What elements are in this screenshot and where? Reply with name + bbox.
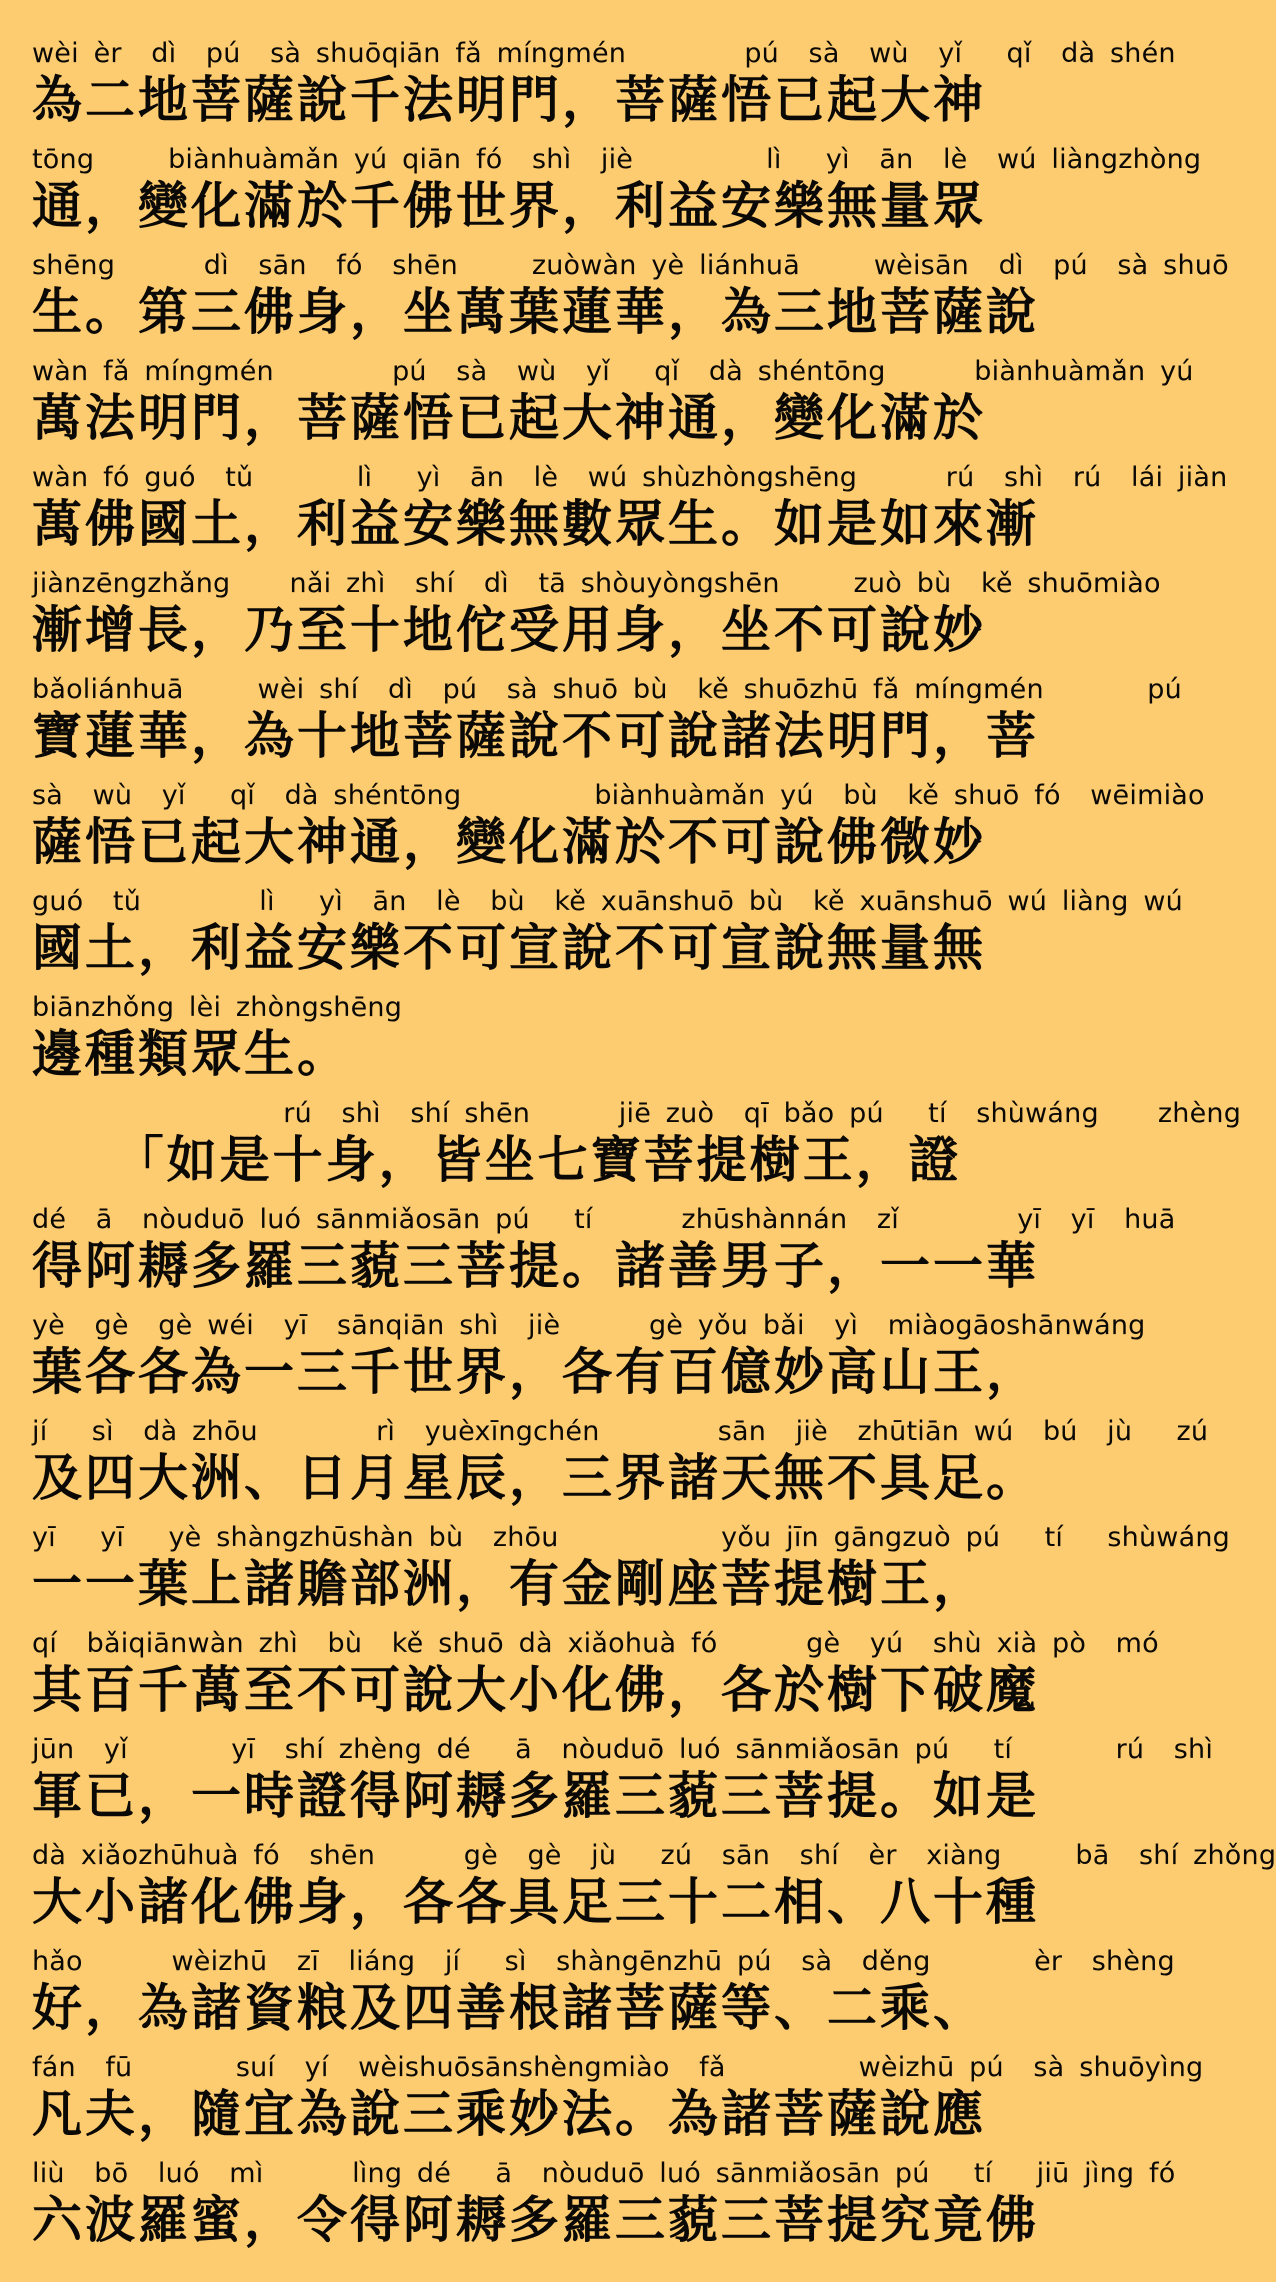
pinyin-line: fán fū suí yí wèishuōsānshèngmiào fǎ wèizhū pú sà shuōyìng (32, 2052, 1204, 2083)
pinyin-line: qí bǎiqiānwàn zhì bù kě shuō dà xiǎohuà fó gè yú shù xià pò mó (32, 1628, 1159, 1659)
hanzi-line: 及四大洲、日月星辰，三界諸天無不具足。 (32, 1449, 1039, 1507)
text-line (32, 2158, 1176, 2264)
hanzi-line: 國土，利益安樂不可宣說不可宣說無量無 (32, 919, 986, 977)
pinyin-line: rú shì shí shēn jiē zuò qī bǎo pú tí shùwáng zhèng (32, 1098, 1242, 1129)
hanzi-line: 為二地菩薩說千法明門，菩薩悟已起大神 (32, 71, 986, 129)
pinyin-line: dé ā nòuduō luó sānmiǎosān pú tí zhūshànnán zǐ yī yī huā (32, 1204, 1176, 1235)
text-line (32, 2052, 1204, 2158)
text-line (32, 1946, 1175, 2052)
pinyin-line: wèi èr dì pú sà shuōqiān fǎ míngmén pú sà wù yǐ qǐ dà shén (32, 38, 1176, 69)
pinyin-line: bǎoliánhuā wèi shí dì pú sà shuō bù kě shuōzhū fǎ míngmén pú (32, 674, 1182, 705)
hanzi-line: 萬佛國土，利益安樂無數眾生。如是如來漸 (32, 495, 1039, 553)
text-line (32, 1416, 1209, 1522)
pinyin-line: wàn fó guó tǔ lì yì ān lè wú shùzhòngshēng rú shì rú lái jiàn (32, 462, 1228, 493)
hanzi-line: 漸增長，乃至十地佗受用身，坐不可說妙 (32, 601, 986, 659)
hanzi-line: 軍已，一時證得阿耨多羅三藐三菩提。如是 (32, 1767, 1039, 1825)
hanzi-line: 薩悟已起大神通，變化滿於不可說佛微妙 (32, 813, 986, 871)
hanzi-line: 凡夫，隨宜為說三乘妙法。為諸菩薩說應 (32, 2085, 986, 2143)
text-line (32, 462, 1228, 568)
pinyin-line: jūn yǐ yī shí zhèng dé ā nòuduō luó sānmiǎosān pú tí rú shì (32, 1734, 1214, 1765)
hanzi-line: 一一葉上諸贍部洲，有金剛座菩提樹王， (32, 1555, 986, 1613)
text-line (32, 674, 1182, 780)
text-line (32, 568, 1161, 674)
text-line (32, 886, 1183, 992)
pinyin-line: guó tǔ lì yì ān lè bù kě xuānshuō bù kě xuānshuō wú liàng wú (32, 886, 1183, 917)
pinyin-line: yī yī yè shàngzhūshàn bù zhōu yǒu jīn gāngzuò pú tí shùwáng (32, 1522, 1230, 1553)
text-line (32, 1098, 1242, 1204)
pinyin-line: shēng dì sān fó shēn zuòwàn yè liánhuā wèisān dì pú sà shuō (32, 250, 1229, 281)
text-line (32, 144, 1202, 250)
pinyin-line: biānzhǒng lèi zhòngshēng (32, 992, 403, 1023)
pinyin-line: dà xiǎozhūhuà fó shēn gè gè jù zú sān shí èr xiàng bā shí zhǒng (32, 1840, 1276, 1871)
text-line (32, 1310, 1146, 1416)
pinyin-line: hǎo wèizhū zī liáng jí sì shàngēnzhū pú sà děng èr shèng (32, 1946, 1175, 1977)
text-line (32, 992, 1052, 1098)
text-line (32, 1840, 1276, 1946)
hanzi-line: 萬法明門，菩薩悟已起大神通，變化滿於 (32, 389, 986, 447)
hanzi-line: 生。第三佛身，坐萬葉蓮華，為三地菩薩說 (32, 283, 1039, 341)
text-line (32, 250, 1229, 356)
hanzi-line: 其百千萬至不可說大小化佛，各於樹下破魔 (32, 1661, 1039, 1719)
hanzi-line: 通，變化滿於千佛世界，利益安樂無量眾 (32, 177, 986, 235)
hanzi-line: 得阿耨多羅三藐三菩提。諸善男子，一一華 (32, 1237, 1039, 1295)
hanzi-line: 「如是十身，皆坐七寶菩提樹王，證 (32, 1131, 962, 1189)
hanzi-line: 邊種類眾生。 (32, 1025, 350, 1083)
pinyin-line: jiànzēngzhǎng nǎi zhì shí dì tā shòuyòngshēn zuò bù kě shuōmiào (32, 568, 1161, 599)
pinyin-line: jí sì dà zhōu rì yuèxīngchén sān jiè zhūtiān wú bú jù zú (32, 1416, 1209, 1447)
text-line (32, 38, 1176, 144)
hanzi-line: 大小諸化佛身，各各具足三十二相、八十種 (32, 1873, 1039, 1931)
text-line (32, 356, 1194, 462)
pinyin-line: wàn fǎ míngmén pú sà wù yǐ qǐ dà shéntōng biànhuàmǎn yú (32, 356, 1194, 387)
pinyin-line: yè gè gè wéi yī sānqiān shì jiè gè yǒu bǎi yì miàogāoshānwáng (32, 1310, 1146, 1341)
hanzi-line: 寶蓮華，為十地菩薩說不可說諸法明門，菩 (32, 707, 1039, 765)
pinyin-line: liù bō luó mì lìng dé ā nòuduō luó sānmiǎosān pú tí jiū jìng fó (32, 2158, 1176, 2189)
hanzi-line: 六波羅蜜，令得阿耨多羅三藐三菩提究竟佛 (32, 2191, 1039, 2249)
text-line (32, 1734, 1214, 1840)
text-line (32, 1628, 1159, 1734)
hanzi-line: 葉各各為一三千世界，各有百億妙高山王， (32, 1343, 1039, 1401)
text-line (32, 780, 1205, 886)
text-line (32, 1204, 1176, 1310)
pinyin-line: tōng biànhuàmǎn yú qiān fó shì jiè lì yì ān lè wú liàngzhòng (32, 144, 1202, 175)
pinyin-line: sà wù yǐ qǐ dà shéntōng biànhuàmǎn yú bù kě shuō fó wēimiào (32, 780, 1205, 811)
hanzi-line: 好，為諸資粮及四善根諸菩薩等、二乘、 (32, 1979, 986, 2037)
text-line (32, 1522, 1230, 1628)
